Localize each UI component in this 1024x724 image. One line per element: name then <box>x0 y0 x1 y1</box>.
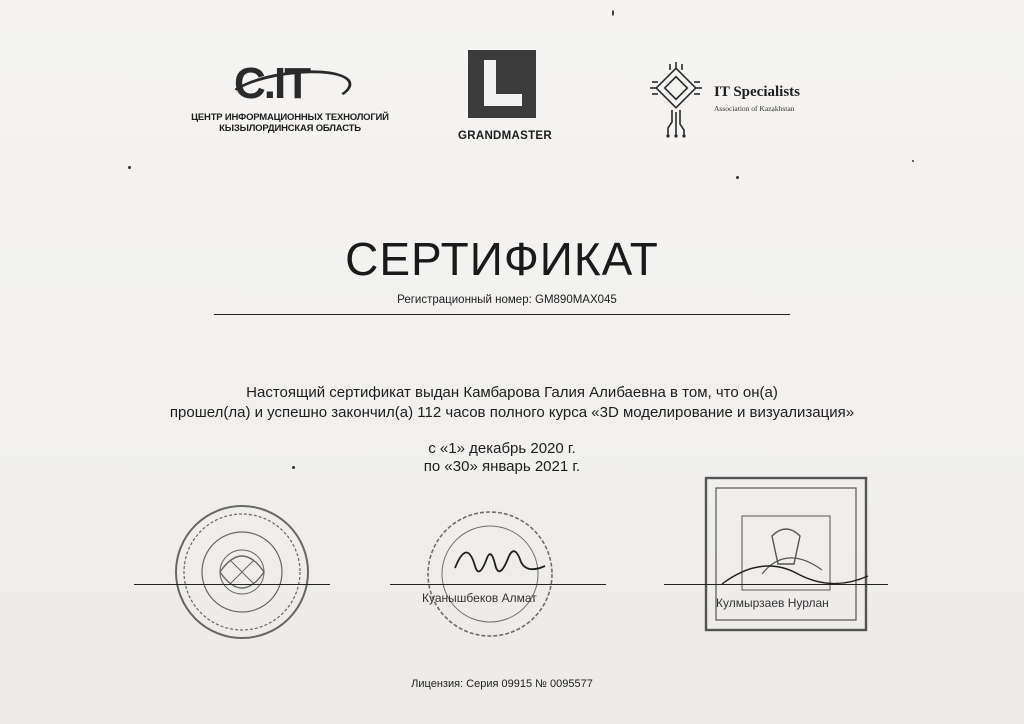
scan-speck <box>912 160 914 162</box>
cit-logo <box>190 59 390 142</box>
certificate-title: СЕРТИФИКАТ <box>345 233 659 285</box>
grandmaster-name: GRANDMASTER <box>457 130 553 142</box>
it-specialists-emblem-icon <box>648 62 704 138</box>
cit-logo-caption <box>190 112 390 134</box>
grandmaster-logo <box>430 50 580 160</box>
signature-line-left <box>134 584 330 585</box>
association-square-stamp <box>702 474 870 634</box>
scan-speck <box>292 466 295 469</box>
grandmaster-emblem-icon <box>468 50 536 118</box>
signatory-name-right: Кулмырзаев Нурлан <box>716 596 829 610</box>
cit-caption-line1: ЦЕНТР ИНФОРМАЦИОННЫХ ТЕХНОЛОГИЙ <box>191 112 389 123</box>
signatory-name-center: Куанышбеков Алмат <box>422 591 537 605</box>
registration-number <box>0 294 1014 306</box>
round-seal-stamp <box>160 500 324 640</box>
registration-label: Регистрационный номер: <box>397 294 532 306</box>
certificate-body-line1: Настоящий сертификат выдан Камбарова Галия Алибаевна в том, что он(а) <box>246 384 778 401</box>
course-date-from: с «1» декабрь 2020 г. <box>428 440 576 457</box>
course-date-to: по «30» январь 2021 г. <box>423 458 581 475</box>
scan-speck <box>736 176 739 179</box>
cit-logo-mark: C.IT <box>234 59 310 108</box>
cit-caption-line2: КЫЗЫЛОРДИНСКАЯ ОБЛАСТЬ <box>219 123 361 134</box>
it-specialists-title: IT Specialists <box>714 84 800 100</box>
title-divider <box>214 314 790 315</box>
it-specialists-subtitle: Association of Kazakhstan <box>714 104 795 113</box>
certificate-body-line2: прошел(ла) и успешно закончил(а) 112 часов полного курса «3D моделирование и визуализация» <box>169 404 855 421</box>
scan-speck <box>612 10 614 16</box>
registration-value: GM890MAX045 <box>535 294 617 306</box>
it-specialists-logo <box>648 62 828 142</box>
scan-speck <box>128 166 131 169</box>
signature-line-right <box>664 584 888 585</box>
signature-line-center <box>390 584 606 585</box>
license-number: Лицензия: Серия 09915 № 0095577 <box>411 678 593 690</box>
organization-seal-stamp <box>405 508 575 648</box>
